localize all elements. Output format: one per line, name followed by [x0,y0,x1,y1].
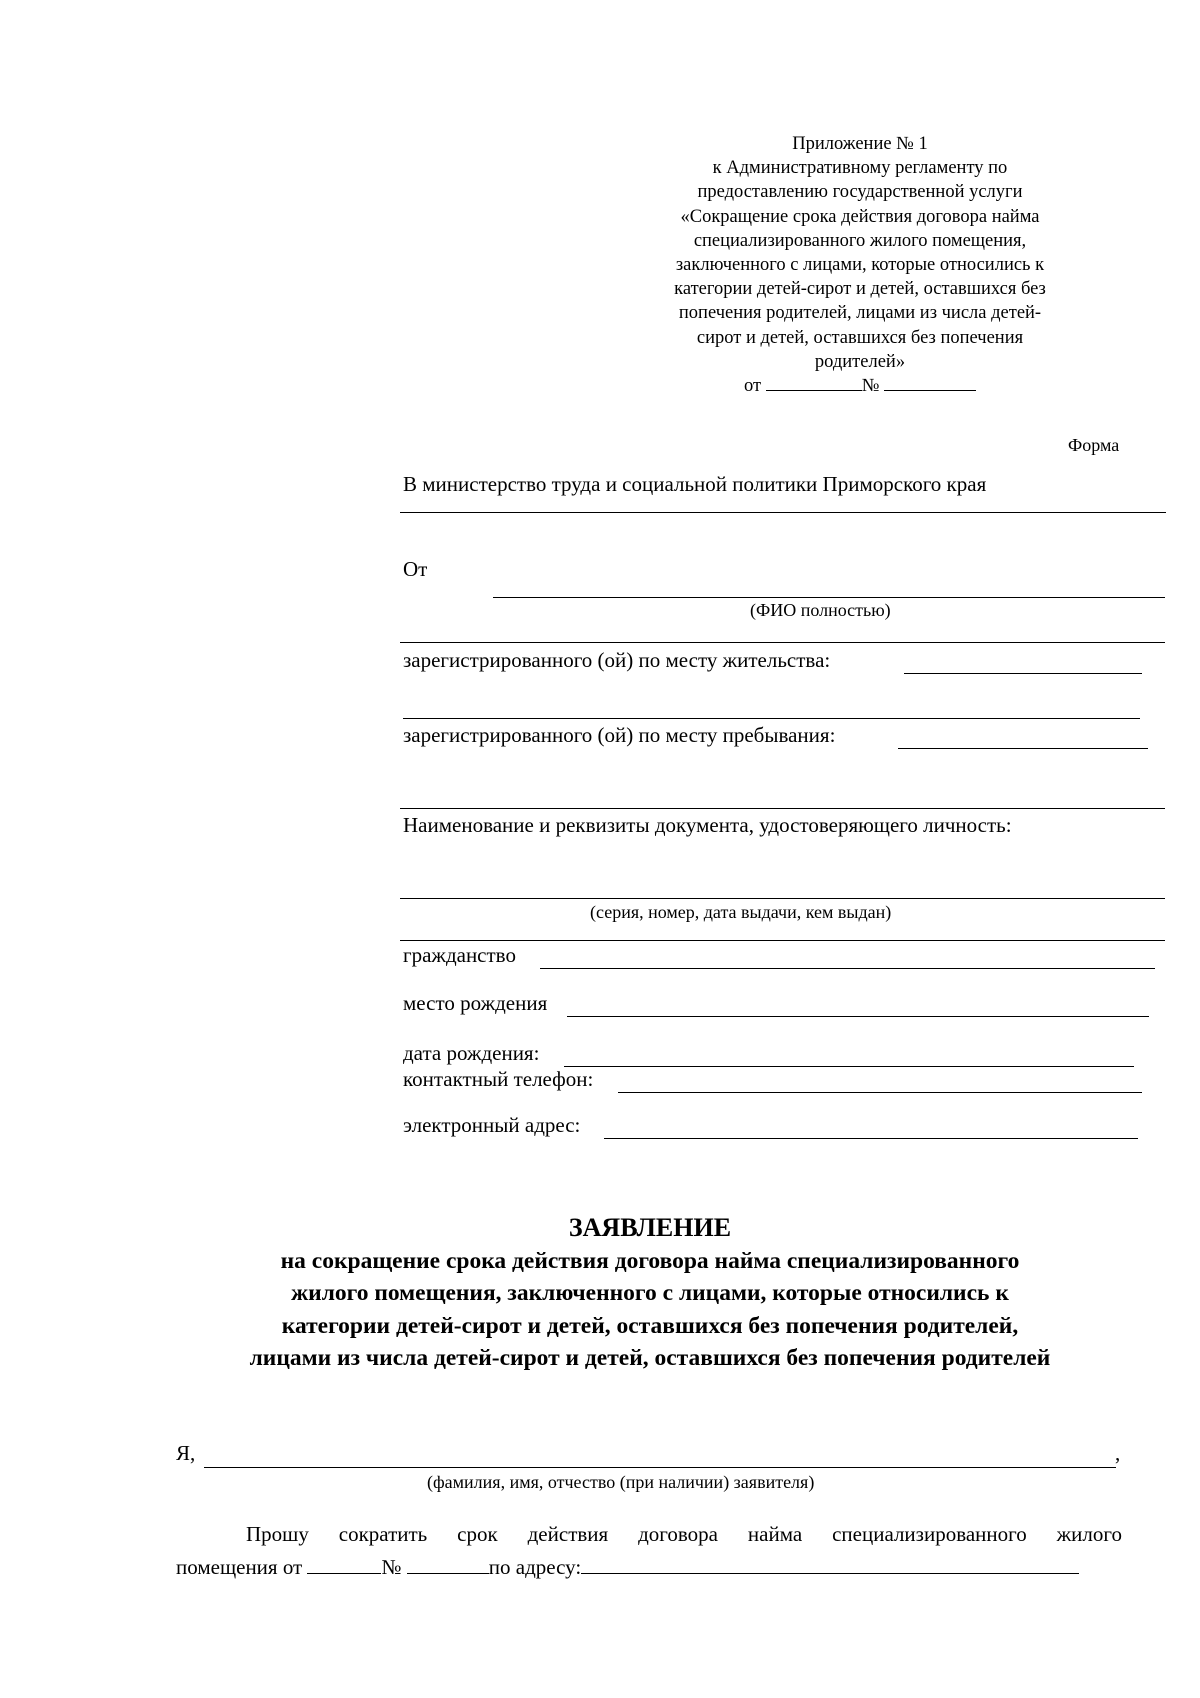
applicant-name-field[interactable] [204,1467,1116,1468]
appendix-line: заключенного с лицами, которые относились к [675,255,1045,276]
request-line-1 [176,1522,1122,1547]
appendix-line: предоставлению государственной услуги [697,182,1023,203]
statement-title-line: жилого помещения, заключенного с лицами, которые относились к [291,1280,1009,1306]
recipient-text: В министерство труда и социальной политики Приморского края [403,472,987,496]
statement-title-main: ЗАЯВЛЕНИЕ [568,1213,732,1242]
id-doc-label: Наименование и реквизиты документа, удостоверяющего личность: [403,813,1012,837]
contract-number-field[interactable] [407,1572,489,1574]
recipient-underline [400,512,1166,513]
appendix-line: попечения родителей, лицами из числа детей- [678,303,1042,324]
citizenship-label: гражданство [403,943,516,967]
appendix-line: категории детей-сирот и детей, оставшихся без [674,279,1046,300]
email-label: электронный адрес: [403,1113,581,1137]
phone-label: контактный телефон: [403,1067,594,1091]
id-doc-extra-line[interactable] [400,940,1165,941]
applicant-caption: (фамилия, имя, отчество (при наличии) заявителя) [427,1472,815,1492]
request-word: действия [527,1522,609,1546]
email-field[interactable] [604,1138,1138,1139]
form-label: Форма [1068,435,1120,455]
fio-caption: (ФИО полностью) [750,600,891,620]
appendix-number-sign: № [861,376,880,397]
appendix-date-line [640,374,1080,398]
request-word: жилого [1056,1522,1122,1546]
appendix-line: специализированного жилого помещения, [693,230,1027,251]
stay-extra-line[interactable] [400,808,1165,809]
birthdate-label: дата рождения: [403,1041,540,1065]
statement-title-line: на сокращение срока действия договора найма специализированного [280,1247,1020,1274]
appendix-date-blank[interactable] [766,389,862,391]
request-word: срок [457,1522,498,1546]
request-word: Прошу [246,1522,309,1546]
stay-label: зарегистрированного (ой) по месту пребывания: [403,723,836,747]
appendix-line: «Сокращение срока действия договора найма [680,206,1040,227]
phone-field[interactable] [618,1092,1142,1093]
appendix-header [640,132,1080,398]
appendix-line: к Административному регламенту по [712,158,1008,179]
id-doc-field[interactable] [400,898,1165,899]
appendix-line: родителей» [814,351,906,372]
id-doc-caption: (серия, номер, дата выдачи, кем выдан) [590,902,892,922]
request-number-sign: № [381,1555,402,1579]
statement-title-line: категории детей-сирот и детей, оставшихся без попечения родителей, [281,1312,1019,1339]
fio-extra-line[interactable] [400,642,1165,643]
address-field[interactable] [581,1572,1079,1574]
citizenship-field[interactable] [540,968,1155,969]
appendix-line: сирот и детей, оставшихся без попечения [696,327,1024,348]
request-word: сократить [338,1522,428,1546]
fio-field[interactable] [493,597,1165,598]
appendix-number-blank[interactable] [884,389,976,391]
stay-field[interactable] [898,748,1148,749]
birthplace-label: место рождения [403,991,548,1015]
applicant-suffix: , [1115,1441,1121,1465]
request-word: специализированного [832,1522,1027,1546]
request-date-prefix: помещения от [176,1555,303,1579]
birthplace-field[interactable] [567,1016,1149,1017]
request-word: найма [747,1522,803,1546]
statement-title-line: лицами из числа детей-сирот и детей, оставшихся без попечения родителей [249,1345,1051,1371]
request-address-label: по адресу: [488,1555,582,1579]
appendix-line: Приложение № 1 [792,134,928,154]
residence-label: зарегистрированного (ой) по месту жительства: [403,648,831,672]
from-label: От [403,557,428,581]
birthdate-field[interactable] [564,1066,1134,1067]
residence-extra-line[interactable] [403,718,1140,719]
request-line-1-wrap [176,1522,1122,1547]
request-line-2 [176,1555,1079,1580]
contract-date-field[interactable] [307,1572,381,1574]
applicant-prefix: Я, [176,1441,196,1465]
residence-field[interactable] [904,673,1142,674]
statement-title [150,1212,1150,1375]
request-word: договора [638,1522,718,1546]
appendix-date-prefix: от [744,376,762,397]
